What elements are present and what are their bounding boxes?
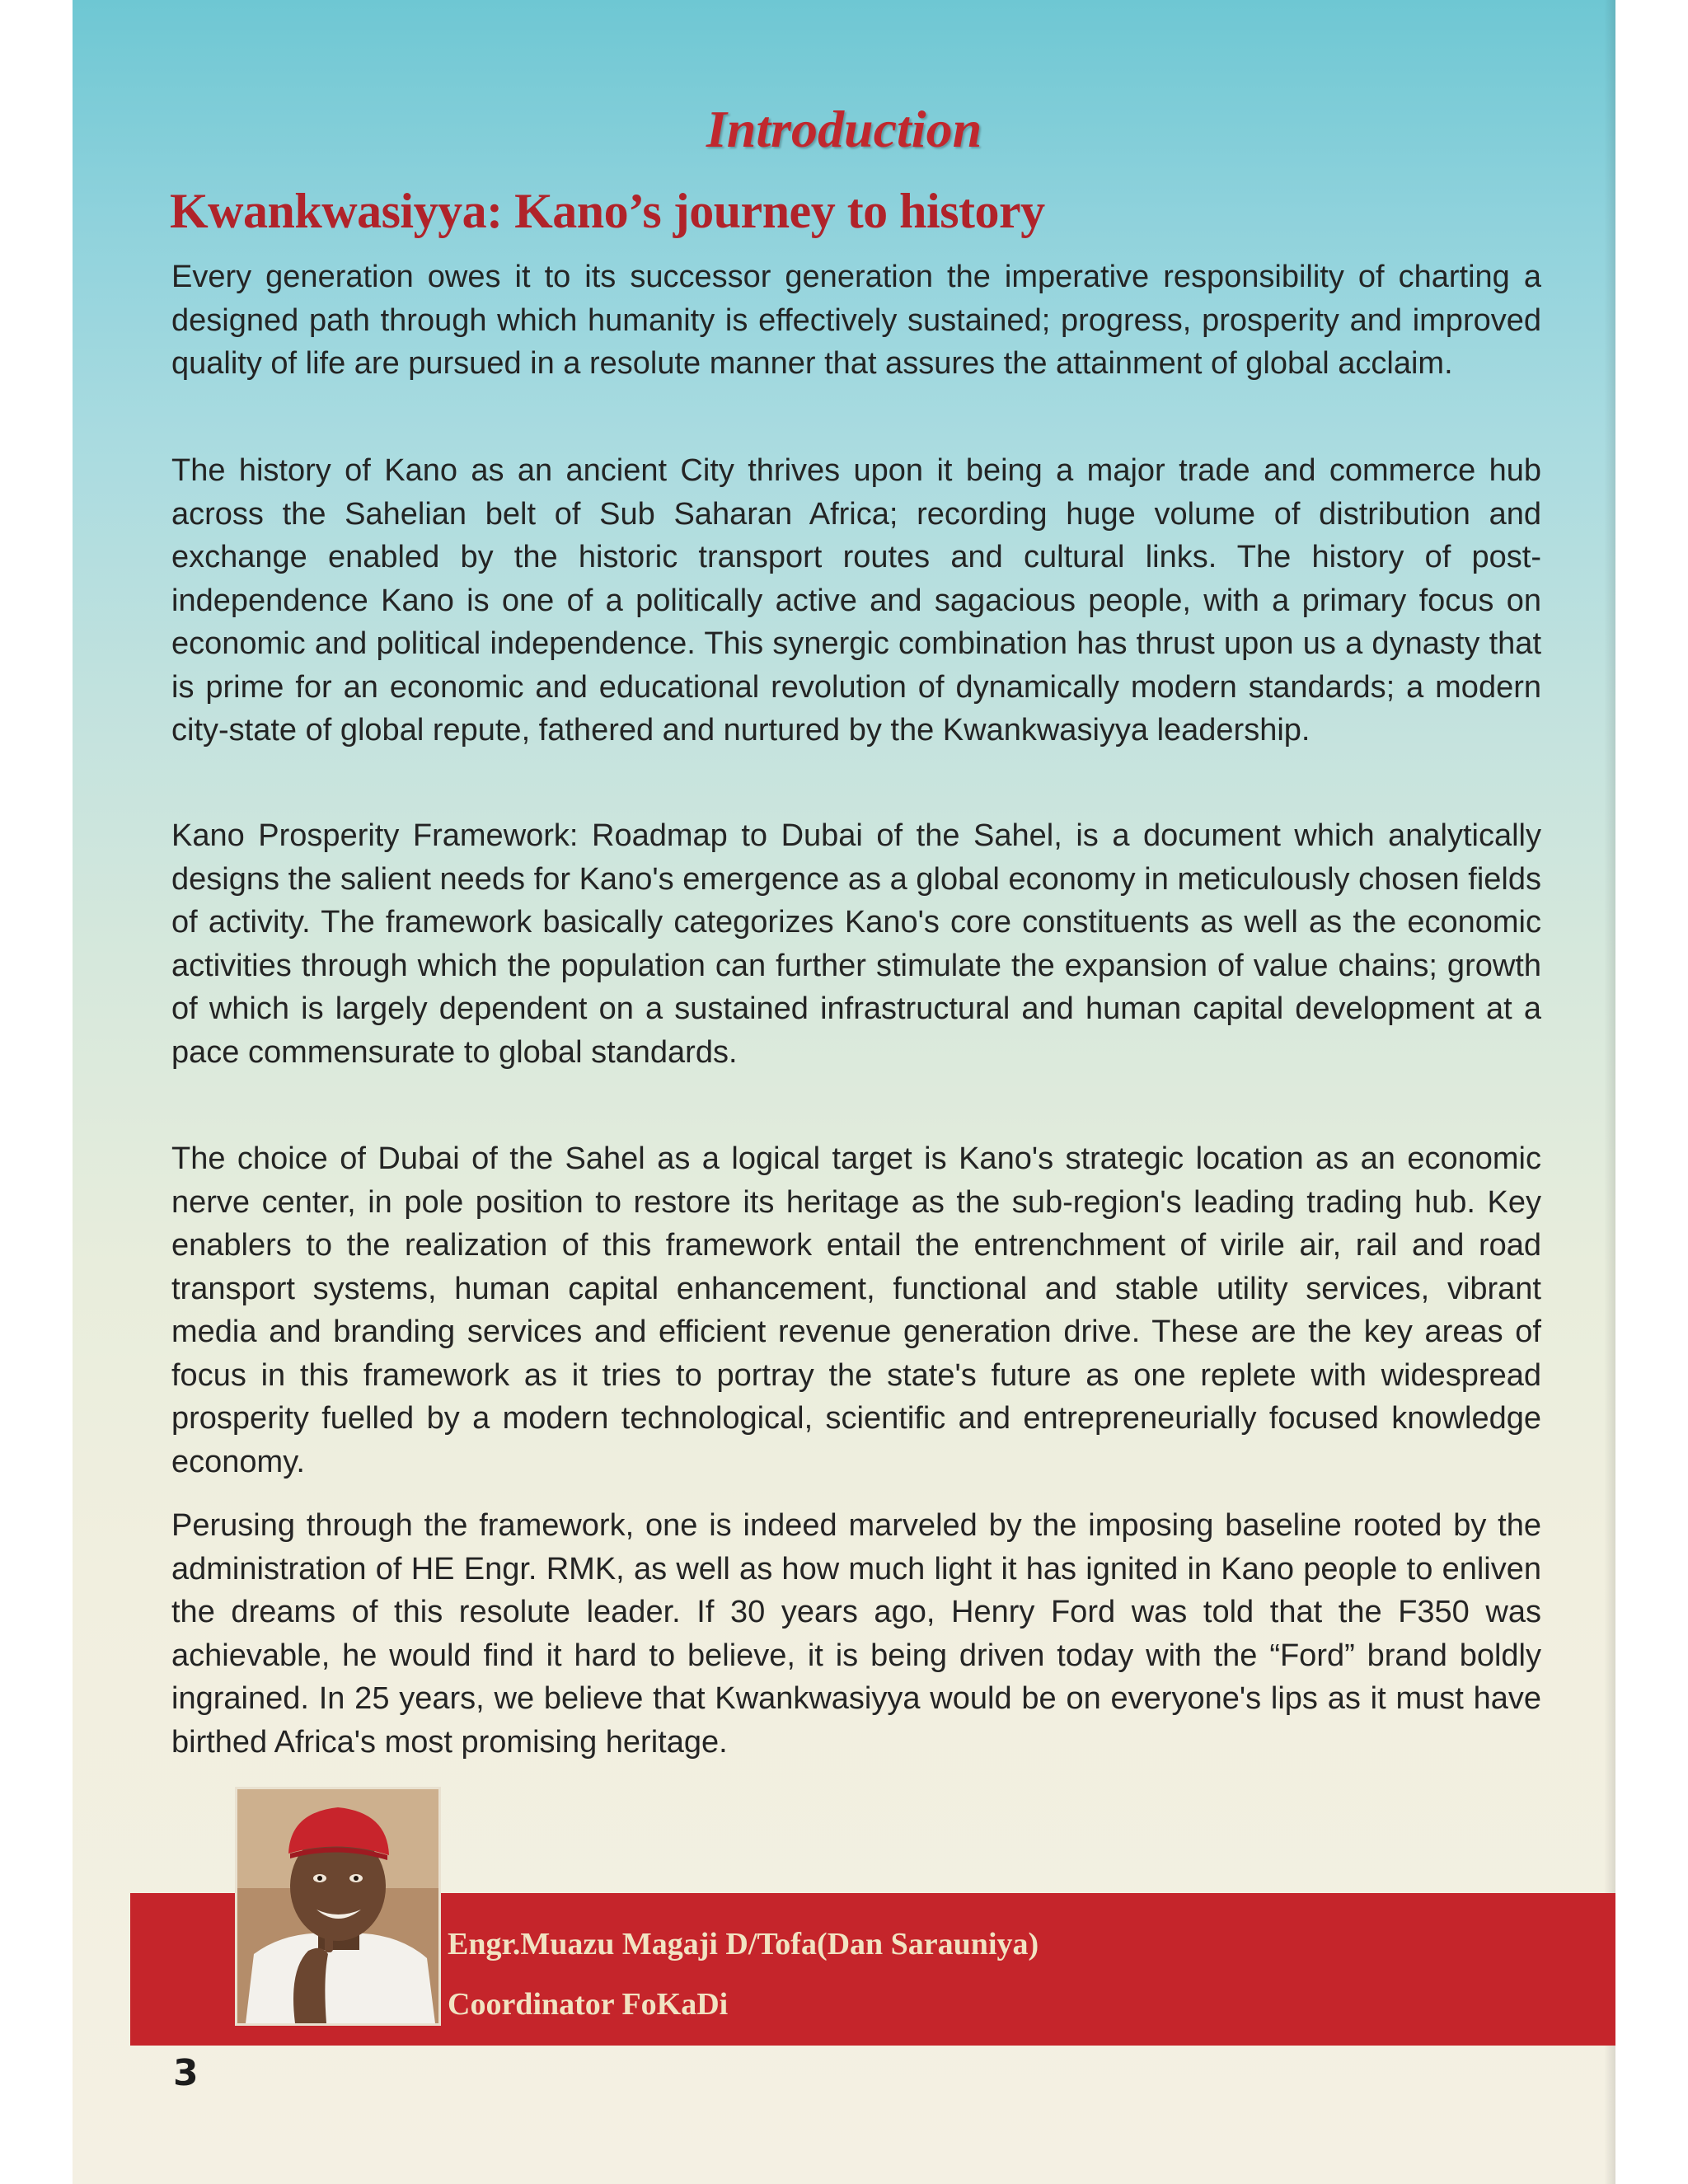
body-paragraph-4: The choice of Dubai of the Sahel as a logical target is Kano's strategic location as an economic nerve center, in pole position to restore its heritage as the sub-region's leading trading hub. Key enablers to the realization of this framework entail the entrenchment of virile air, rail and road transport systems, human capital enhancement, functional and stable utility services, vibrant media and branding services and efficient revenue generation drive. These are the key areas of focus in this framework as it tries to portray the state's future as one replete with widespread prosperity fuelled by a modern technological, scientific and entrepreneurially focused knowledge economy. — [171, 1141, 1541, 1479]
document-page — [73, 0, 1615, 2184]
author-name: Engr.Muazu Magaji D/Tofa(Dan Sarauniya) — [448, 1927, 1039, 1961]
author-portrait-illustration — [237, 1789, 438, 2023]
page-edge-shadow — [1604, 0, 1615, 2184]
author-role: Coordinator FoKaDi — [448, 1987, 729, 2022]
body-paragraph-5: Perusing through the framework, one is indeed marveled by the imposing baseline rooted by the administration of HE Engr. RMK, as well as how much light it has ignited in Kano people to enliven the dreams of this resolute leader. If 30 years ago, Henry Ford was told that the F350 was achievable, he would find it hard to believe, it is being driven today with the “Ford” brand boldly ingrained. In 25 years, we believe that Kwankwasiyya would be on everyone's lips as it must have birthed Africa's most promising heritage. — [171, 1508, 1541, 1760]
body-paragraph-1: Every generation owes it to its successor generation the imperative responsibility of charting a designed path through which humanity is effectively sustained; progress, prosperity and improved quality of life are pursued in a resolute manner that assures the attainment of global acclaim. — [171, 260, 1541, 381]
author-photo — [235, 1787, 441, 2026]
page-number: 3 — [173, 2052, 199, 2094]
page-title: Kwankwasiyya: Kano’s journey to history — [170, 184, 1045, 238]
body-paragraph-3: Kano Prosperity Framework: Roadmap to Dubai of the Sahel, is a document which analytically designs the salient needs for Kano's emergence as a global economy in meticulously chosen fields of activity. The framework basically categorizes Kano's core constituents as well as the economic activities through which the population can further stimulate the expansion of value chains; growth of which is largely dependent on a sustained infrastructural and human capital development at a pace commensurate to global standards. — [171, 818, 1541, 1070]
section-heading: Introduction — [706, 100, 982, 158]
body-paragraph-2: The history of Kano as an ancient City thrives upon it being a major trade and commerce hub across the Sahelian belt of Sub Saharan Africa; recording huge volume of distribution and exchange enabled by the historic transport routes and cultural links. The history of post-independence Kano is one of a politically active and sagacious people, with a primary focus on economic and political independence. This synergic combination has thrust upon us a dynasty that is prime for an economic and educational revolution of dynamically modern standards; a modern city-state of global repute, fathered and nurtured by the Kwankwasiyya leadership. — [171, 453, 1541, 748]
